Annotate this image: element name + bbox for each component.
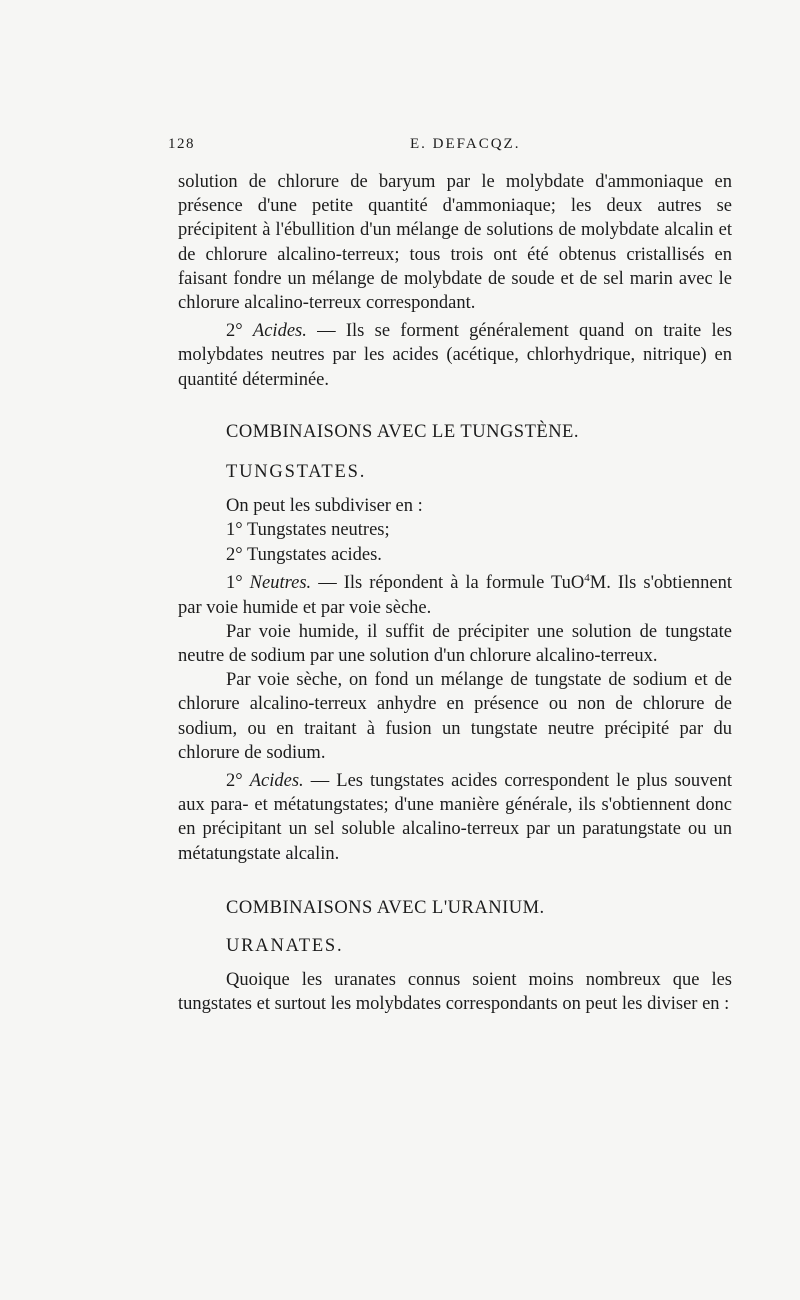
paragraph-voie-seche: Par voie sèche, on fond un mélange de tungstate de sodium et de chlorure alcalino-terreux anhydre en présence ou non de chlorure de sodium, ou en traitant à fusion un tungstate neutre précipité par du chlorure de sodium. (178, 670, 732, 763)
paragraph-acides-tungstates (178, 769, 732, 866)
item-number: 1° (226, 573, 243, 594)
item-label: Acides. (249, 771, 304, 792)
page-number: 128 (168, 136, 195, 152)
item-text: M. Ils s'obtiennent par voie humide et par voie sèche. (178, 573, 733, 618)
item-text: — Ils répondent à la formule TuO (318, 573, 585, 594)
section-heading-tungstene: COMBINAISONS AVEC LE TUNGSTÈNE. (226, 421, 579, 442)
paragraph-voie-humide: Par voie humide, il suffit de précipiter une solution de tungstate neutre de sodium par une solution d'un chlorure alcalino-terreux. (178, 621, 732, 667)
page-body (178, 170, 732, 1017)
item-number: 2° (226, 771, 243, 792)
section-heading-uranium: COMBINAISONS AVEC L'URANIUM. (226, 897, 545, 918)
list-item: 2° Tungstates acides. (226, 544, 382, 565)
item-label: Neutres. (249, 573, 312, 594)
paragraph-continuation: solution de chlorure de baryum par le molybdate d'ammoniaque en présence d'une petite quantité d'ammoniaque; les deux autres se précipitent à l'ébullition d'un mélange de solutions de molybdate alcalin et de chlorure alcalino-terreux; tous trois ont été obtenus cristallisés en faisant fondre un mélange de molybdate de soude et de sel marin avec le chlorure alcalino-terreux correspondant. (178, 172, 732, 314)
item-label: Acides. (252, 321, 307, 342)
subsection-heading-uranates: URANATES. (226, 936, 344, 957)
item-text: — Les tungstates acides correspondent le plus souvent aux para- et métatungstates; d'une manière générale, ils s'obtiennent donc en précipitant un sel soluble alcalino-terreux par un paratungstate ou un métatungstate alcalin. (178, 771, 733, 864)
paragraph-subdivide: On peut les subdiviser en : (226, 496, 423, 517)
list-item: 1° Tungstates neutres; (226, 520, 390, 541)
item-number: 2° (226, 321, 243, 342)
paragraph-uranates: Quoique les uranates connus soient moins nombreux que les tungstates et surtout les molybdates correspondants on peut les diviser en : (178, 970, 732, 1015)
item-text: — Ils se forment généralement quand on traite les molybdates neutres par les acides (acétique, chlorhydrique, nitrique) en quantité déterminée. (178, 321, 733, 390)
subsection-heading-tungstates: TUNGSTATES. (226, 462, 367, 483)
paragraph-acides-molybdates (178, 319, 732, 392)
running-author: E. DEFACQZ. (410, 136, 521, 152)
formula-superscript: 4 (584, 572, 590, 585)
running-head (168, 136, 732, 170)
paragraph-neutres (178, 571, 732, 619)
